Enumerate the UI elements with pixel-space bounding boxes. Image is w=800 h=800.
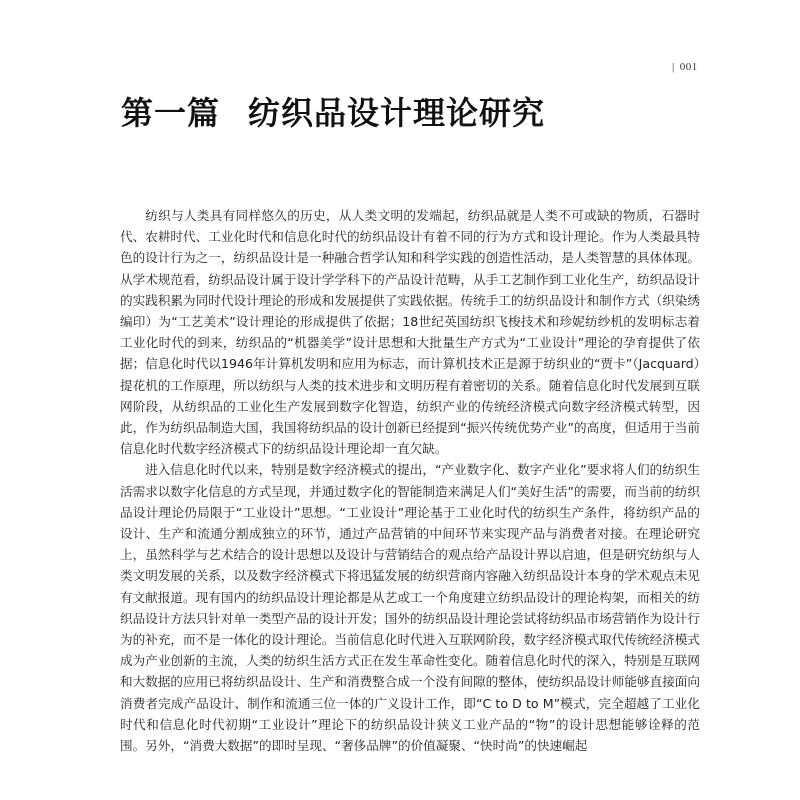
page-number: [672, 61, 698, 73]
page-number-separator: |: [672, 61, 675, 73]
chapter-title: [121, 88, 545, 134]
chapter-title-text: 纺织品设计理论研究: [248, 94, 546, 132]
paragraph: 进入信息化时代以来，特别是数字经济模式的提出，“产业数字化、数字产业化”要求将人们的纺织生活需求以数字化信息的方式呈现，并通过数字化的智能制造来满足人们“美好生活”的需要，而当前的纺织品设计理论仍局限于“工业设计”思想。“工业设计”理论基于工业化时代的纺织生产条件，将纺织产品的设计、生产和流通分割成独立的环节，通过产品营销的中间环节来实现产品与消费者对接。在理论研究上，虽然科学与艺术结合的设计思想以及设计与营销结合的观点给产品设计界以启迪，但是研究纺织与人类文明发展的关系，以及数字经济模式下将迅猛发展的纺织营商内容融入纺织品设计本身的学术观点未见有文献报道。现有国内的纺织品设计理论都是从艺或工一个角度建立纺织品设计的理论构架，而相关的纺织品设计方法只针对单一类型产品的设计开发；国外的纺织品设计理论尝试将纺织品市场营销作为设计行为的补充，而不是一体化的设计理论。当前信息化时代进入互联网阶段，数字经济模式取代传统经济模式成为产业创新的主流，人类的纺织生活方式正在发生革命性变化。随着信息化时代的深入，特别是互联网和大数据的应用已将纺织品设计、生产和消费整合成一个没有间隙的整体，使纺织品设计师能够直接面向消费者完成产品设计、制作和流通三位一体的广义设计工作，即“C to D to M”模式，完全超越了工业化时代和信息化时代初期“工业设计”理论下的纺织品设计狭义工业产品的“物”的设计思想能够诠释的范围。另外，“消费大数据”的即时呈现、“奢侈品牌”的价值凝聚、“快时尚”的快速崛起: [120, 462, 700, 754]
body-text: [120, 205, 700, 756]
page-number-value: 001: [679, 61, 698, 73]
paragraph: 纺织与人类具有同样悠久的历史，从人类文明的发端起，纺织品就是人类不可或缺的物质，石器时代、农耕时代、工业化时代和信息化时代的纺织品设计有着不同的行为方式和设计理论。作为人类最具特色的设计行为之一，纺织品设计是一种融合哲学认知和科学实践的创造性活动，是人类智慧的具体体现。从学术规范看，纺织品设计属于设计学学科下的产品设计范畴，从手工艺制作到工业化生产，纺织品设计的实践积累为同时代设计理论的形成和发展提供了实践依据。传统手工的纺织品设计和制作方式（织染绣编印）为“工艺美术”设计理论的形成提供了依据；18世纪英国纺织飞梭技术和珍妮纺纱机的发明标志着工业化时代的到来，纺织品的“机器美学”设计思想和大批量生产方式为“工业设计”理论的孕育提供了依据；信息化时代以1946年计算机发明和应用为标志，而计算机技术正是源于纺织业的“贾卡”（Jacquard）提花机的工作原理，所以纺织与人类的技术进步和文明历程有着密切的关系。随着信息化时代发展到互联网阶段，从纺织品的工业化生产发展到数字化智造，纺织产业的传统经济模式向数字经济模式转型，因此，作为纺织品制造大国，我国将纺织品的设计创新已经提到“振兴传统优势产业”的高度，但适用于当前信息化时代数字经济模式下的纺织品设计理论却一直欠缺。: [120, 208, 700, 457]
chapter-part-label: 第一篇: [121, 94, 221, 132]
